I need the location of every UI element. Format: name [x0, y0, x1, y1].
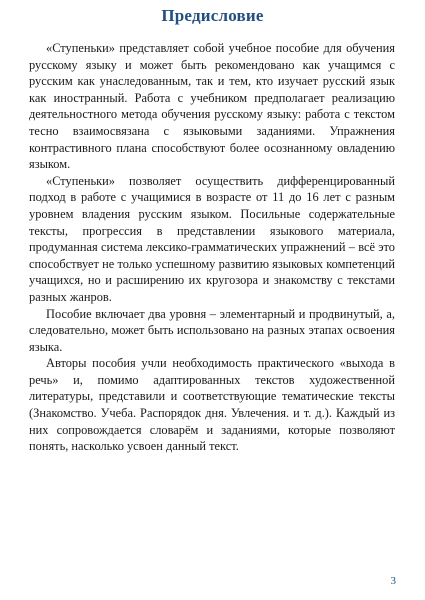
page-number: 3 — [390, 575, 396, 587]
paragraph-1: «Ступеньки» представляет собой учебное пособие для обучения русскому языку и может быть рекомендовано как учащимся с русским как унаследованным, так и тем, кто изучает русский язык как иностранный. Работа с учебником предполагает реализацию деятельностного метода обучения русскому языку: работа с текстом тесно взаимосвязана с языковыми заданиями. Упражнения контрастивного плана способствуют более осознанному овладению языком. — [29, 41, 395, 172]
page-title: Предисловие — [161, 6, 264, 25]
body-text — [29, 40, 395, 455]
paragraph-4: Авторы пособия учли необходимость практического «выхода в речь» и, помимо адаптированных текстов художественной литературы, представили и соответствующие тематические тексты (Знакомство. Учеба. Распорядок дня. Увлечения. и т. д.). Каждый из них сопровождается словарём и заданиями, которые позволяют понять, насколько усвоен данный текст. — [29, 356, 395, 454]
paragraph-3: Пособие включает два уровня – элементарный и продвинутый, а, следовательно, может быть использовано на разных этапах освоения языка. — [29, 306, 395, 354]
paragraph-2: «Ступеньки» позволяет осуществить дифференцированный подход в работе с учащимися в возрасте от 11 до 16 лет с разным уровнем владения русским языком. Посильные содержательные тексты, прогрессия в представлении языкового материала, продуманная система лексико-грамматических упражнений – всё это способствует не только успешному развитию языковых компетенций учащихся, но и расширению их кругозора и знакомству с текстами разных жанров. — [29, 173, 395, 304]
